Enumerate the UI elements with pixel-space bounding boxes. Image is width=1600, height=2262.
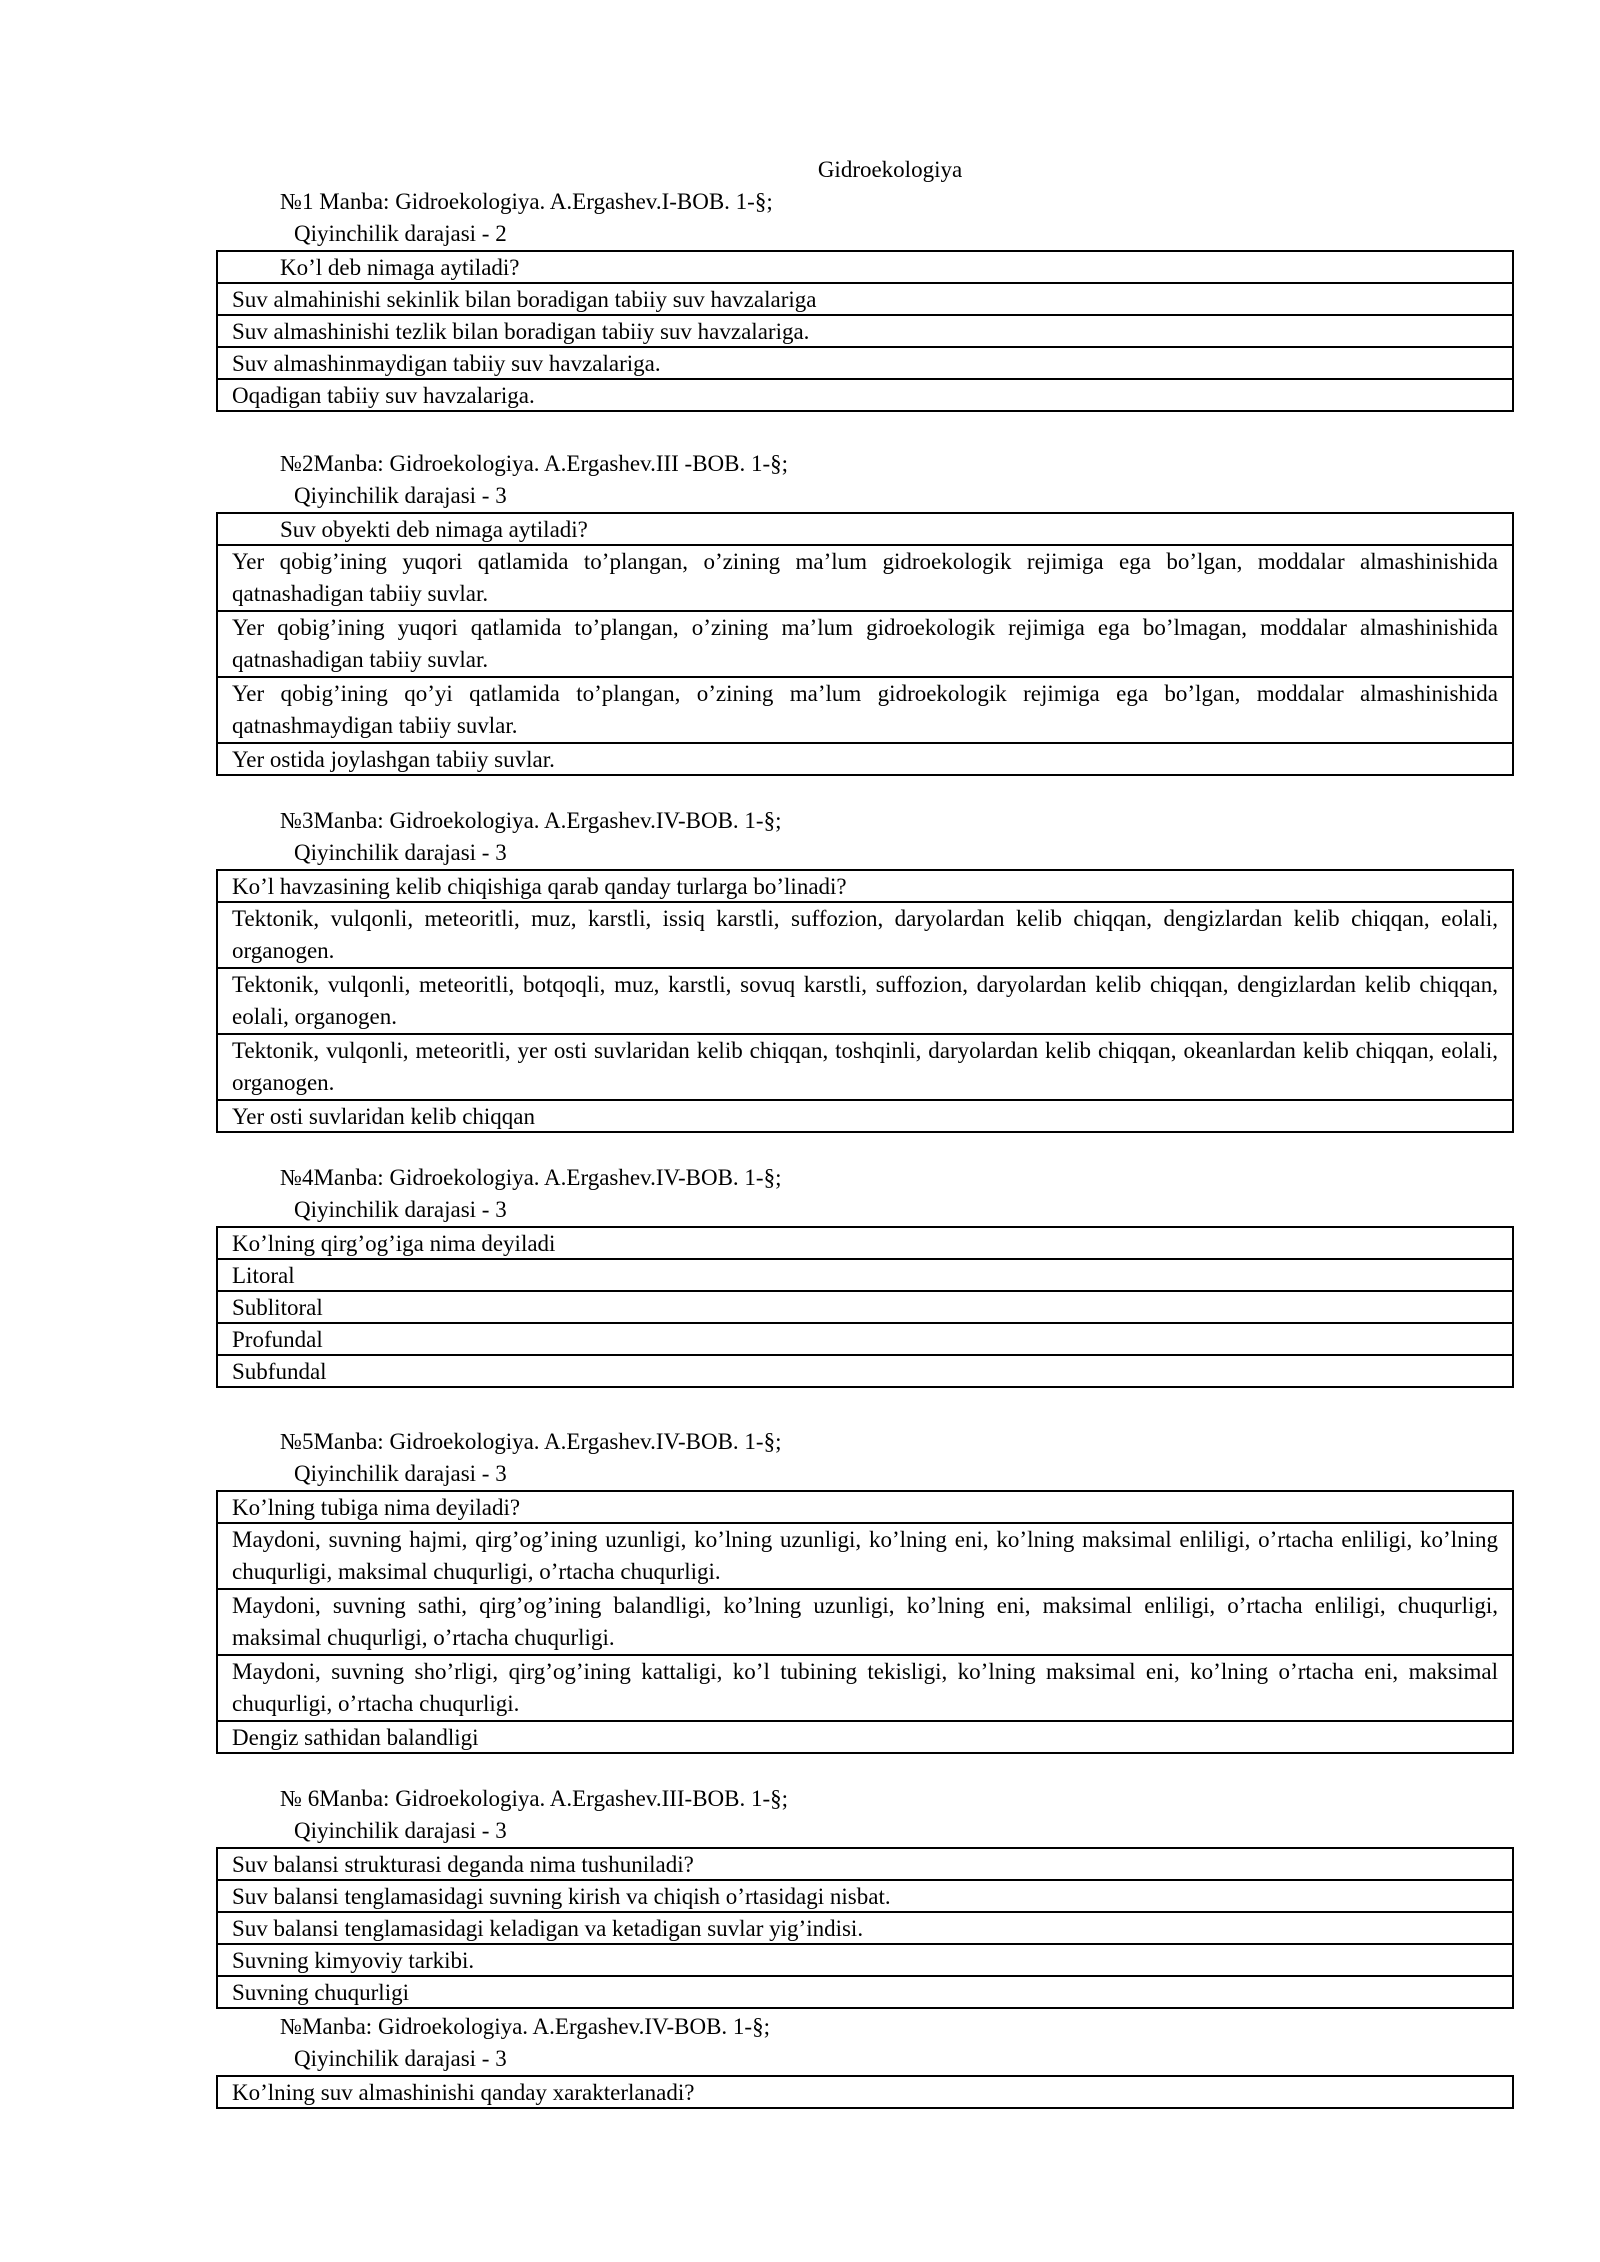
question-table bbox=[216, 1847, 1514, 2009]
question-text: Ko’l havzasining kelib chiqishiga qarab qanday turlarga bo’linadi? bbox=[232, 874, 847, 899]
answer-option: Suvning kimyoviy tarkibi. bbox=[218, 1943, 1512, 1975]
source-line: №Manba: Gidroekologiya. A.Ergashev.IV-BOB. 1-§; bbox=[280, 2014, 770, 2039]
source-line: №4Manba: Gidroekologiya. A.Ergashev.IV-BOB. 1-§; bbox=[280, 1165, 782, 1190]
difficulty-line: Qiyinchilik darajasi - 2 bbox=[294, 221, 507, 246]
question-block-1 bbox=[216, 186, 1514, 412]
question-table bbox=[216, 2075, 1514, 2109]
question-text: Suv balansi strukturasi deganda nima tushuniladi? bbox=[232, 1852, 694, 1877]
difficulty-line: Qiyinchilik darajasi - 3 bbox=[294, 1461, 507, 1486]
question-table bbox=[216, 1226, 1514, 1388]
answer-option: Yer qobig’ining qo’yi qatlamida to’plangan, o’zining ma’lum gidroekologik rejimiga ega bo’lgan, moddalar almashinishida qatnashmaydigan tabiiy suvlar. bbox=[218, 676, 1512, 742]
difficulty-line: Qiyinchilik darajasi - 3 bbox=[294, 2046, 507, 2071]
question-text: Ko’l deb nimaga aytiladi? bbox=[280, 255, 520, 280]
question-block-3 bbox=[216, 805, 1514, 1133]
answer-option: Sublitoral bbox=[218, 1290, 1512, 1322]
answer-option: Tektonik, vulqonli, meteoritli, botqoqli, muz, karstli, sovuq karstli, suffozion, daryolardan kelib chiqqan, dengizlardan kelib chiqqan, eolali, organogen. bbox=[218, 967, 1512, 1033]
answer-option: Litoral bbox=[218, 1258, 1512, 1290]
answer-option: Yer osti suvlaridan kelib chiqqan bbox=[218, 1099, 1512, 1131]
answer-option: Maydoni, suvning hajmi, qirg’og’ining uzunligi, ko’lning uzunligi, ko’lning eni, ko’lning maksimal enliligi, o’rtacha enliligi, ko’lning chuqurligi, maksimal chuqurligi, o’rtacha chuqurligi. bbox=[218, 1522, 1512, 1588]
answer-option: Suvning chuqurligi bbox=[218, 1975, 1512, 2007]
answer-option: Oqadigan tabiiy suv havzalariga. bbox=[218, 378, 1512, 410]
answer-option: Suv almahinishi sekinlik bilan boradigan tabiiy suv havzalariga bbox=[218, 282, 1512, 314]
source-line: №1 Manba: Gidroekologiya. A.Ergashev.I-BOB. 1-§; bbox=[280, 189, 773, 214]
source-line: №2Manba: Gidroekologiya. A.Ergashev.III -BOB. 1-§; bbox=[280, 451, 789, 476]
answer-option: Suv balansi tenglamasidagi suvning kirish va chiqish o’rtasidagi nisbat. bbox=[218, 1879, 1512, 1911]
question-text: Suv obyekti deb nimaga aytiladi? bbox=[280, 517, 588, 542]
answer-option: Profundal bbox=[218, 1322, 1512, 1354]
difficulty-line: Qiyinchilik darajasi - 3 bbox=[294, 1197, 507, 1222]
source-line: № 6Manba: Gidroekologiya. A.Ergashev.III-BOB. 1-§; bbox=[280, 1786, 789, 1811]
question-table bbox=[216, 512, 1514, 776]
answer-option: Dengiz sathidan balandligi bbox=[218, 1720, 1512, 1752]
source-line: №3Manba: Gidroekologiya. A.Ergashev.IV-BOB. 1-§; bbox=[280, 808, 782, 833]
difficulty-line: Qiyinchilik darajasi - 3 bbox=[294, 1818, 507, 1843]
answer-option: Yer ostida joylashgan tabiiy suvlar. bbox=[218, 742, 1512, 774]
answer-option: Suv almashinmaydigan tabiiy suv havzalariga. bbox=[218, 346, 1512, 378]
difficulty-line: Qiyinchilik darajasi - 3 bbox=[294, 483, 507, 508]
question-text: Ko’lning suv almashinishi qanday xarakterlanadi? bbox=[232, 2080, 695, 2105]
answer-option: Tektonik, vulqonli, meteoritli, yer osti suvlaridan kelib chiqqan, toshqinli, daryolardan kelib chiqqan, okeanlardan kelib chiqqan, eolali, organogen. bbox=[218, 1033, 1512, 1099]
answer-option: Suv balansi tenglamasidagi keladigan va ketadigan suvlar yig’indisi. bbox=[218, 1911, 1512, 1943]
question-table bbox=[216, 1490, 1514, 1754]
answer-option: Maydoni, suvning sathi, qirg’og’ining balandligi, ko’lning uzunligi, ko’lning eni, maksimal enliligi, o’rtacha enliligi, chuqurligi, maksimal chuqurligi, o’rtacha chuqurligi. bbox=[218, 1588, 1512, 1654]
question-block-6 bbox=[216, 1783, 1514, 2009]
answer-option: Yer qobig’ining yuqori qatlamida to’plangan, o’zining ma’lum gidroekologik rejimiga ega bo’lmagan, moddalar almashinishida qatnashadigan tabiiy suvlar. bbox=[218, 610, 1512, 676]
document-title: Gidroekologiya bbox=[817, 157, 963, 182]
question-text: Ko’lning qirg’og’iga nima deyiladi bbox=[232, 1231, 556, 1256]
answer-option: Yer qobig’ining yuqori qatlamida to’plangan, o’zining ma’lum gidroekologik rejimiga ega bo’lgan, moddalar almashinishida qatnashadigan tabiiy suvlar. bbox=[218, 544, 1512, 610]
question-block-5 bbox=[216, 1426, 1514, 1754]
answer-option: Suv almashinishi tezlik bilan boradigan tabiiy suv havzalariga. bbox=[218, 314, 1512, 346]
difficulty-line: Qiyinchilik darajasi - 3 bbox=[294, 840, 507, 865]
question-block-7 bbox=[216, 2011, 1514, 2109]
question-block-4 bbox=[216, 1162, 1514, 1388]
question-table bbox=[216, 869, 1514, 1133]
answer-option: Tektonik, vulqonli, meteoritli, muz, karstli, issiq karstli, suffozion, daryolardan kelib chiqqan, dengizlardan kelib chiqqan, eolali, organogen. bbox=[218, 901, 1512, 967]
question-table bbox=[216, 250, 1514, 412]
question-block-2 bbox=[216, 448, 1514, 776]
source-line: №5Manba: Gidroekologiya. A.Ergashev.IV-BOB. 1-§; bbox=[280, 1429, 782, 1454]
question-text: Ko’lning tubiga nima deyiladi? bbox=[232, 1495, 521, 1520]
answer-option: Maydoni, suvning sho’rligi, qirg’og’ining kattaligi, ko’l tubining tekisligi, ko’lning maksimal eni, ko’lning o’rtacha eni, maksimal chuqurligi, o’rtacha chuqurligi. bbox=[218, 1654, 1512, 1720]
answer-option: Subfundal bbox=[218, 1354, 1512, 1386]
